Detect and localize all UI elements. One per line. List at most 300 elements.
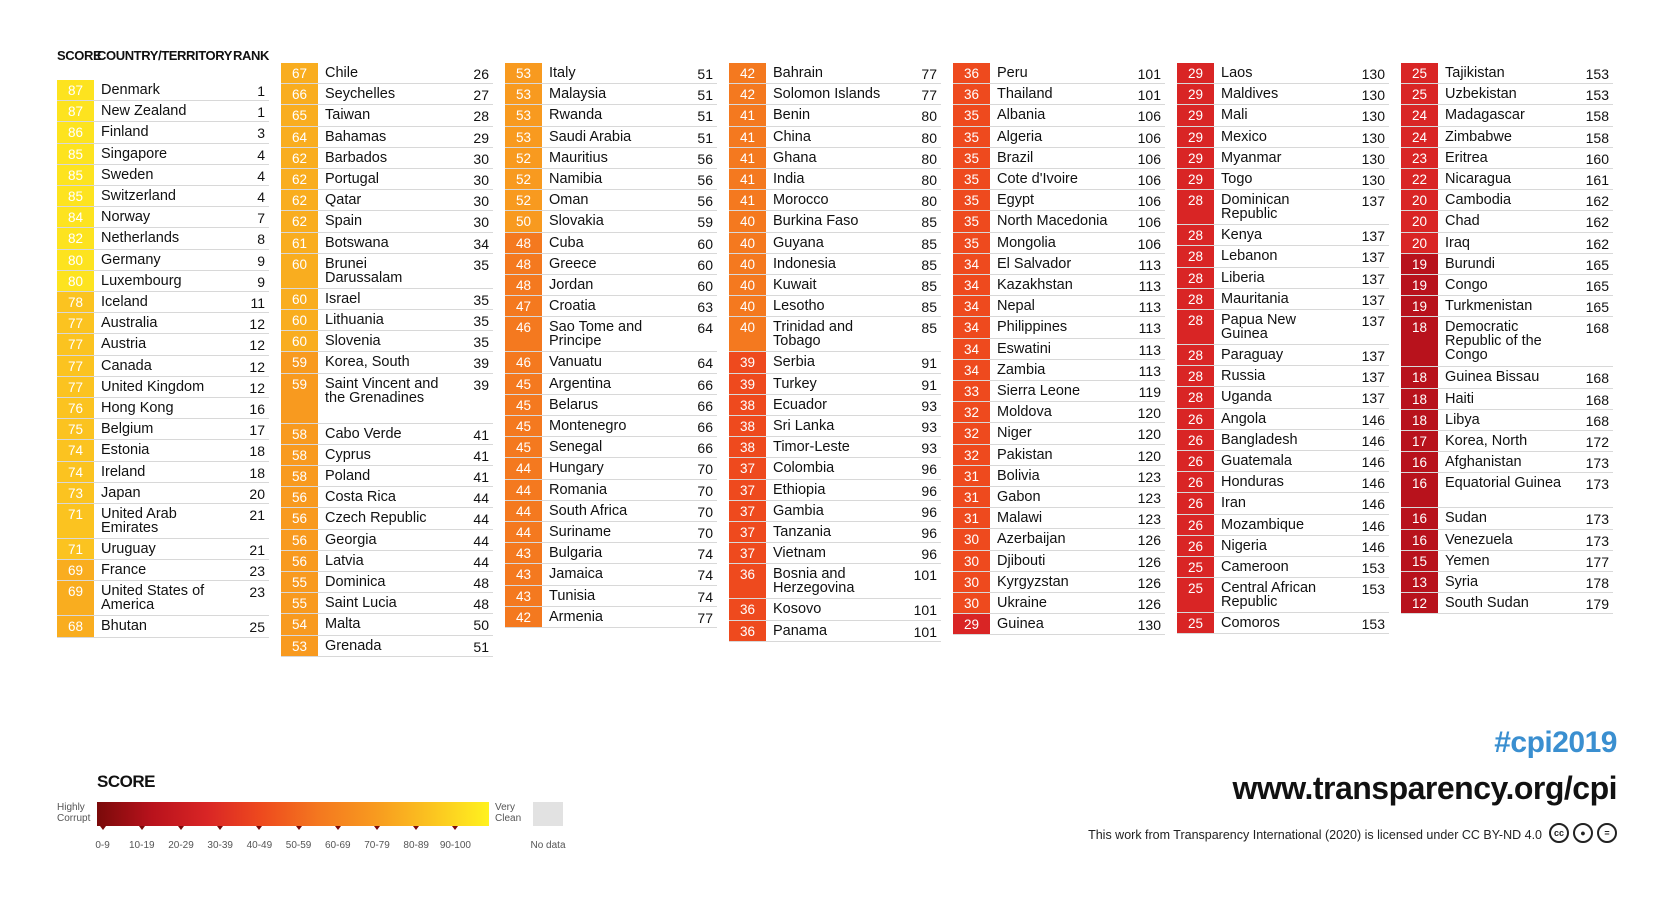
- hashtag: #cpi2019: [1494, 726, 1617, 759]
- rank-cell: 137: [1361, 270, 1385, 287]
- rank-cell: 130: [1361, 129, 1385, 146]
- table-row: [1401, 148, 1613, 169]
- table-row: [57, 398, 269, 419]
- rank-cell: 85: [921, 214, 937, 231]
- table-row: [729, 501, 941, 522]
- rank-cell: 130: [1361, 150, 1385, 167]
- score-cell: 59: [281, 352, 318, 372]
- score-cell: 67: [281, 63, 318, 83]
- table-row: [1401, 105, 1613, 126]
- rank-cell: 70: [697, 482, 713, 499]
- table-row: [1177, 451, 1389, 472]
- table-row: [729, 522, 941, 543]
- country-cell: Bolivia: [997, 467, 1040, 484]
- website-url[interactable]: www.transparency.org/cpi: [1232, 770, 1617, 806]
- rank-cell: 162: [1585, 214, 1609, 231]
- country-cell: Netherlands: [101, 230, 180, 247]
- rank-cell: 153: [1585, 66, 1609, 82]
- table-row: [1401, 551, 1613, 572]
- score-cell: 34: [953, 296, 990, 316]
- table-row: [953, 211, 1165, 232]
- rank-cell: 77: [697, 609, 713, 626]
- table-row: [953, 63, 1165, 84]
- score-cell: 32: [953, 402, 990, 422]
- country-cell: Sudan: [1445, 510, 1487, 527]
- score-cell: 25: [1177, 613, 1214, 633]
- table-row: [953, 190, 1165, 211]
- rank-cell: 66: [697, 376, 713, 393]
- rank-cell: 101: [1137, 87, 1161, 104]
- country-cell: Central African Republic: [1221, 580, 1317, 611]
- rank-cell: 80: [921, 150, 937, 167]
- header-score: SCORE: [57, 48, 102, 63]
- score-cell: 16: [1401, 530, 1438, 550]
- table-row: [729, 233, 941, 254]
- table-row: [1177, 84, 1389, 105]
- country-cell: Lesotho: [773, 298, 825, 315]
- rank-cell: 168: [1585, 370, 1609, 387]
- country-cell: Tanzania: [773, 524, 832, 540]
- country-cell: Saudi Arabia: [549, 128, 632, 145]
- rank-cell: 64: [697, 320, 713, 337]
- score-cell: 71: [57, 539, 94, 559]
- score-cell: 30: [953, 572, 990, 592]
- rank-cell: 77: [921, 66, 937, 82]
- rank-cell: 35: [473, 291, 489, 308]
- country-cell: Dominica: [325, 574, 386, 590]
- table-row: [729, 416, 941, 437]
- table-row: [1177, 366, 1389, 387]
- country-cell: Italy: [549, 65, 576, 81]
- country-cell: Grenada: [325, 637, 382, 654]
- score-cell: 60: [281, 289, 318, 309]
- table-row: [953, 275, 1165, 296]
- country-cell: Jordan: [549, 277, 594, 293]
- score-cell: 44: [505, 522, 542, 542]
- score-cell: 25: [1401, 84, 1438, 104]
- rank-cell: 85: [921, 278, 937, 294]
- score-cell: 60: [281, 331, 318, 351]
- table-row: [1401, 211, 1613, 232]
- score-cell: 34: [953, 360, 990, 380]
- score-cell: 74: [57, 462, 94, 482]
- rank-cell: 137: [1361, 348, 1385, 364]
- rank-cell: 60: [697, 256, 713, 273]
- country-cell: Democratic Republic of the Congo: [1445, 319, 1542, 364]
- rank-cell: 137: [1361, 291, 1385, 308]
- score-cell: 40: [729, 317, 766, 351]
- rank-cell: 85: [921, 256, 937, 273]
- score-cell: 22: [1401, 169, 1438, 189]
- rank-cell: 120: [1137, 447, 1161, 464]
- score-cell: 68: [57, 616, 94, 636]
- country-cell: Sweden: [101, 166, 154, 183]
- rank-cell: 50: [473, 617, 489, 634]
- country-cell: Mozambique: [1221, 516, 1305, 533]
- score-cell: 44: [505, 501, 542, 521]
- score-cell: 73: [57, 483, 94, 503]
- rank-cell: 41: [473, 426, 489, 443]
- rank-cell: 56: [697, 150, 713, 167]
- score-cell: 53: [505, 63, 542, 83]
- table-row: [729, 105, 941, 126]
- country-cell: Qatar: [325, 192, 362, 209]
- cc-icon: cc: [1549, 823, 1569, 843]
- table-row: [57, 271, 269, 292]
- table-row: [1401, 317, 1613, 367]
- rank-cell: 123: [1137, 511, 1161, 528]
- legend-tick-label: 80-89: [403, 840, 429, 851]
- table-row: [505, 63, 717, 84]
- rank-cell: 74: [697, 588, 713, 605]
- rank-cell: 63: [697, 299, 713, 316]
- rank-cell: 9: [257, 252, 265, 269]
- country-cell: Nicaragua: [1445, 171, 1512, 187]
- score-cell: 28: [1177, 246, 1214, 266]
- rank-cell: 48: [473, 596, 489, 613]
- score-cell: 20: [1401, 190, 1438, 210]
- score-cell: 26: [1177, 536, 1214, 556]
- score-cell: 56: [281, 551, 318, 571]
- country-cell: Thailand: [997, 86, 1053, 103]
- country-cell: Timor-Leste: [773, 439, 850, 456]
- rank-cell: 7: [257, 210, 265, 227]
- legend-tick-mark: [296, 826, 302, 830]
- legend-tick-label: 20-29: [168, 840, 194, 851]
- table-row: [281, 374, 493, 424]
- rank-cell: 165: [1585, 278, 1609, 294]
- country-cell: Peru: [997, 65, 1028, 81]
- rank-cell: 16: [249, 401, 265, 417]
- table-row: [505, 543, 717, 564]
- country-cell: Solomon Islands: [773, 86, 881, 103]
- country-cell: Bosnia and Herzegovina: [773, 566, 855, 597]
- rank-cell: 48: [473, 575, 489, 591]
- country-cell: Argentina: [549, 375, 612, 392]
- country-cell: Bahamas: [325, 128, 387, 145]
- table-row: [953, 551, 1165, 572]
- rank-cell: 23: [249, 584, 265, 601]
- rank-cell: 21: [249, 542, 265, 558]
- country-cell: Sierra Leone: [997, 383, 1081, 399]
- rank-cell: 153: [1585, 87, 1609, 104]
- country-cell: Trinidad and Tobago: [773, 319, 854, 350]
- rank-cell: 39: [473, 376, 489, 393]
- table-row: [953, 360, 1165, 381]
- country-cell: United States of America: [101, 583, 205, 614]
- score-cell: 37: [729, 458, 766, 478]
- table-header: [57, 48, 269, 68]
- rank-cell: 30: [473, 193, 489, 210]
- table-row: [281, 636, 493, 657]
- rank-cell: 44: [473, 490, 489, 507]
- country-cell: Azerbaijan: [997, 531, 1066, 548]
- country-cell: Ethiopia: [773, 481, 826, 498]
- country-cell: Albania: [997, 107, 1046, 124]
- score-cell: 60: [281, 254, 318, 288]
- table-row: [505, 458, 717, 479]
- country-cell: Cyprus: [325, 446, 371, 463]
- legend-tick-label: 70-79: [364, 840, 390, 851]
- country-cell: Nigeria: [1221, 537, 1267, 554]
- country-cell: Kazakhstan: [997, 277, 1073, 293]
- score-cell: 53: [281, 636, 318, 656]
- table-row: [281, 593, 493, 614]
- table-row: [1177, 472, 1389, 493]
- country-cell: Seychelles: [325, 86, 396, 103]
- table-row: [729, 599, 941, 620]
- score-cell: 28: [1177, 387, 1214, 407]
- license-text: This work from Transparency International (2020) is licensed under CC BY-ND 4.0: [1088, 828, 1542, 842]
- score-cell: 54: [281, 614, 318, 634]
- rank-cell: 21: [249, 507, 265, 523]
- score-cell: 53: [505, 84, 542, 104]
- rank-cell: 85: [921, 299, 937, 316]
- rank-cell: 35: [473, 334, 489, 351]
- country-cell: Panama: [773, 622, 828, 639]
- score-cell: 84: [57, 207, 94, 227]
- table-row: [281, 551, 493, 572]
- score-cell: 77: [57, 356, 94, 376]
- table-row: [1401, 275, 1613, 296]
- table-row: [57, 504, 269, 539]
- rank-cell: 70: [697, 525, 713, 541]
- score-cell: 35: [953, 190, 990, 210]
- legend-tick-mark: [335, 826, 341, 830]
- score-cell: 75: [57, 419, 94, 439]
- country-cell: Bulgaria: [549, 545, 603, 562]
- country-cell: Mexico: [1221, 128, 1267, 145]
- table-row: [1401, 530, 1613, 551]
- score-cell: 28: [1177, 366, 1214, 386]
- rank-cell: 126: [1137, 596, 1161, 612]
- rank-cell: 113: [1138, 320, 1161, 337]
- table-row: [57, 122, 269, 143]
- table-row: [729, 211, 941, 232]
- score-cell: 58: [281, 424, 318, 444]
- rank-cell: 146: [1361, 475, 1385, 492]
- rank-cell: 30: [473, 172, 489, 188]
- legend-tick-mark: [374, 826, 380, 830]
- rank-cell: 130: [1361, 66, 1385, 82]
- score-cell: 40: [729, 233, 766, 253]
- country-cell: Israel: [325, 290, 361, 307]
- rank-cell: 96: [921, 482, 937, 499]
- rank-cell: 113: [1138, 278, 1161, 294]
- score-cell: 41: [729, 169, 766, 189]
- score-cell: 62: [281, 169, 318, 189]
- country-cell: Costa Rica: [325, 489, 396, 506]
- table-row: [729, 275, 941, 296]
- table-row: [1177, 409, 1389, 430]
- country-cell: Mauritania: [1221, 290, 1289, 307]
- score-cell: 37: [729, 522, 766, 542]
- rank-cell: 35: [473, 256, 489, 273]
- rank-cell: 51: [473, 638, 489, 655]
- legend-tick-mark: [217, 826, 223, 830]
- country-cell: China: [773, 128, 811, 145]
- score-cell: 26: [1177, 451, 1214, 471]
- table-row: [57, 101, 269, 122]
- by-icon: ●: [1573, 823, 1593, 843]
- table-row: [729, 564, 941, 599]
- rank-cell: 85: [921, 320, 937, 337]
- country-cell: Paraguay: [1221, 347, 1284, 363]
- table-row: [505, 84, 717, 105]
- table-row: [1177, 310, 1389, 345]
- score-cell: 87: [57, 80, 94, 100]
- table-row: [281, 445, 493, 466]
- rank-cell: 4: [257, 189, 265, 205]
- rank-cell: 91: [921, 376, 937, 393]
- table-row: [1401, 593, 1613, 614]
- table-row: [953, 487, 1165, 508]
- rank-cell: 96: [921, 503, 937, 520]
- rank-cell: 130: [1361, 172, 1385, 188]
- country-cell: Switzerland: [101, 188, 176, 204]
- score-cell: 41: [729, 105, 766, 125]
- table-row: [1401, 431, 1613, 452]
- country-cell: Uruguay: [101, 541, 156, 557]
- country-cell: Kosovo: [773, 601, 822, 618]
- country-cell: Canada: [101, 357, 152, 374]
- score-cell: 43: [505, 586, 542, 606]
- table-row: [1177, 578, 1389, 613]
- score-cell: 28: [1177, 289, 1214, 309]
- rank-cell: 137: [1361, 313, 1385, 329]
- table-row: [1177, 148, 1389, 169]
- table-row: [57, 207, 269, 228]
- table-row: [729, 63, 941, 84]
- table-row: [953, 127, 1165, 148]
- rank-cell: 56: [697, 193, 713, 210]
- country-cell: Bahrain: [773, 65, 823, 81]
- country-cell: Botswana: [325, 234, 389, 251]
- table-row: [1177, 613, 1389, 634]
- country-cell: Belarus: [549, 396, 599, 413]
- rank-cell: 123: [1137, 490, 1161, 506]
- table-row: [281, 211, 493, 232]
- table-row: [281, 233, 493, 254]
- table-row: [505, 233, 717, 254]
- country-cell: Ecuador: [773, 396, 828, 413]
- score-cell: 39: [729, 374, 766, 394]
- table-row: [953, 233, 1165, 254]
- score-cell: 77: [57, 377, 94, 397]
- country-cell: Turkmenistan: [1445, 298, 1533, 315]
- country-cell: Luxembourg: [101, 272, 182, 289]
- score-cell: 45: [505, 437, 542, 457]
- country-cell: Moldova: [997, 404, 1052, 421]
- country-cell: Finland: [101, 124, 149, 141]
- rank-cell: 106: [1137, 129, 1161, 146]
- country-cell: North Macedonia: [997, 213, 1108, 230]
- table-row: [729, 317, 941, 352]
- table-row: [57, 228, 269, 249]
- country-cell: Burkina Faso: [773, 213, 859, 230]
- score-cell: 52: [505, 190, 542, 210]
- score-cell: 40: [729, 296, 766, 316]
- score-cell: 85: [57, 144, 94, 164]
- legend-tick-label: 30-39: [207, 840, 233, 851]
- table-row: [953, 466, 1165, 487]
- score-cell: 35: [953, 105, 990, 125]
- rank-cell: 160: [1585, 150, 1609, 167]
- table-row: [729, 374, 941, 395]
- table-row: [505, 395, 717, 416]
- country-cell: Ireland: [101, 463, 146, 480]
- score-cell: 56: [281, 487, 318, 507]
- rank-cell: 66: [697, 419, 713, 435]
- score-cell: 42: [729, 63, 766, 83]
- rank-cell: 153: [1361, 616, 1385, 633]
- country-cell: Romania: [549, 481, 608, 498]
- country-cell: Zimbabwe: [1445, 128, 1512, 145]
- country-cell: Namibia: [549, 171, 603, 187]
- score-cell: 24: [1401, 105, 1438, 125]
- country-cell: United Kingdom: [101, 378, 205, 395]
- score-cell: 48: [505, 233, 542, 253]
- country-cell: Mali: [1221, 107, 1248, 124]
- score-cell: 31: [953, 487, 990, 507]
- country-cell: Suriname: [549, 524, 612, 540]
- rank-cell: 85: [921, 235, 937, 252]
- table-row: [953, 296, 1165, 317]
- table-row: [1177, 190, 1389, 225]
- score-cell: 28: [1177, 190, 1214, 224]
- rank-cell: 51: [697, 129, 713, 146]
- legend-tick-mark: [178, 826, 184, 830]
- table-row: [281, 530, 493, 551]
- table-row: [505, 105, 717, 126]
- country-cell: Hong Kong: [101, 400, 174, 416]
- table-row: [729, 190, 941, 211]
- score-cell: 55: [281, 572, 318, 592]
- score-cell: 78: [57, 292, 94, 312]
- table-row: [953, 508, 1165, 529]
- country-cell: Rwanda: [549, 107, 603, 124]
- country-cell: Brunei Darussalam: [325, 255, 403, 286]
- score-cell: 32: [953, 423, 990, 443]
- table-row: [953, 572, 1165, 593]
- table-row: [281, 148, 493, 169]
- country-cell: Slovenia: [325, 333, 381, 350]
- country-cell: Germany: [101, 251, 161, 268]
- legend-tick-mark: [452, 826, 458, 830]
- rank-cell: 26: [473, 66, 489, 82]
- rank-cell: 106: [1137, 172, 1161, 188]
- table-row: [729, 621, 941, 642]
- country-cell: Comoros: [1221, 615, 1280, 632]
- country-cell: Korea, North: [1445, 433, 1528, 449]
- legend-title: SCORE: [97, 772, 155, 791]
- rank-cell: 80: [921, 108, 937, 125]
- score-cell: 37: [729, 501, 766, 521]
- country-cell: Indonesia: [773, 255, 836, 272]
- score-cell: 52: [505, 148, 542, 168]
- score-cell: 80: [57, 271, 94, 291]
- country-cell: Kyrgyzstan: [997, 573, 1069, 590]
- score-cell: 25: [1401, 63, 1438, 83]
- country-cell: New Zealand: [101, 103, 187, 120]
- rank-cell: 8: [257, 231, 265, 248]
- score-cell: 74: [57, 440, 94, 460]
- rank-cell: 119: [1138, 384, 1161, 400]
- rank-cell: 60: [697, 278, 713, 294]
- country-cell: Tunisia: [549, 587, 596, 604]
- license-icons: [1549, 823, 1617, 843]
- score-cell: 41: [729, 127, 766, 147]
